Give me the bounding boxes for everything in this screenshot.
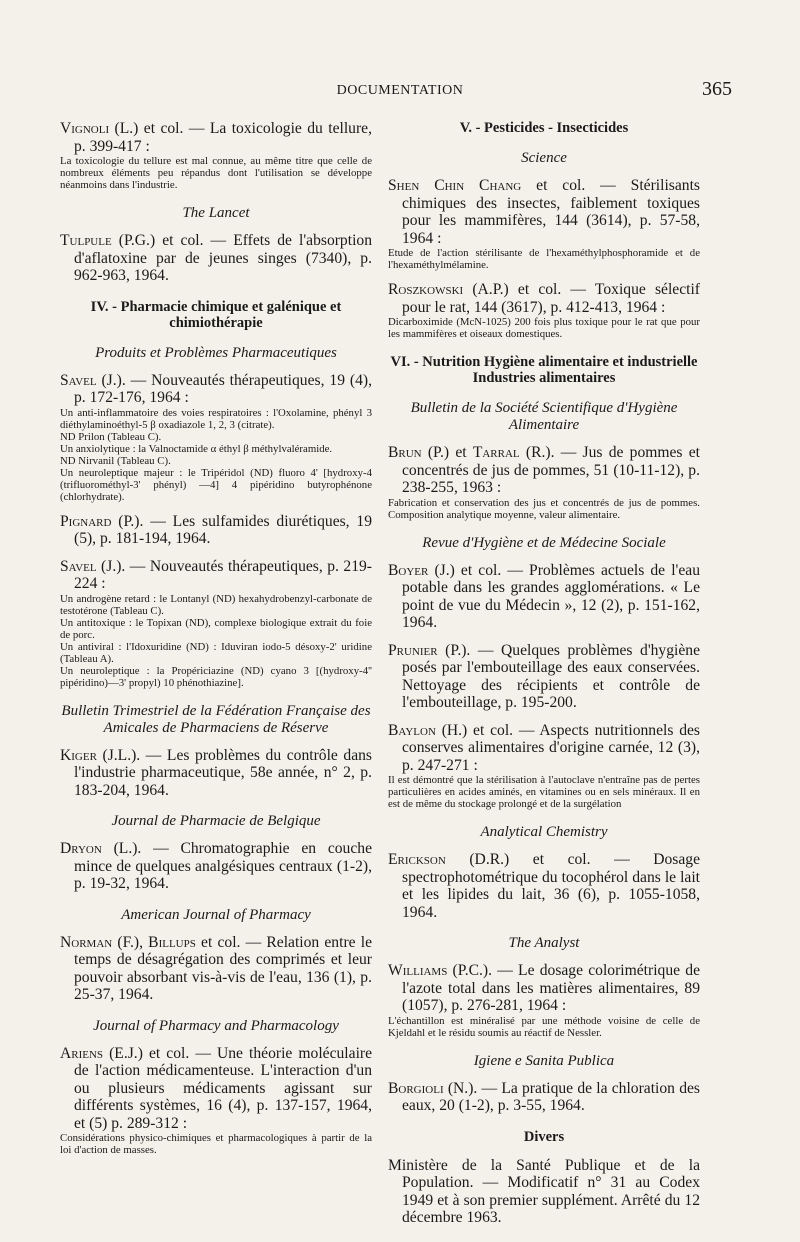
abstract-note: L'échantillon est minéralisé par une méthode voisine de celle de Kjeldahl et le résidu soumis au réactif de Nessler. — [388, 1014, 700, 1039]
reference-entry — [60, 840, 372, 893]
reference-entry — [388, 177, 700, 271]
abstract-note: La toxicologie du tellure est mal connue, au même titre que celle de nombreux éléments peu répandus dont l'utilisation se développe néanmoins dans l'industrie. — [60, 155, 372, 191]
abstract-note: ND Nirvanil (Tableau C). — [60, 454, 171, 467]
reference-entry — [60, 558, 372, 689]
reference-entry — [388, 562, 700, 632]
abstract-note: Fabrication et conservation des jus et concentrés de jus de pommes. Composition analytique moyenne, valeur alimentaire. — [388, 496, 700, 521]
journal-title: Revue d'Hygiène et de Médecine Sociale — [422, 534, 666, 551]
reference-entry — [388, 1157, 700, 1227]
journal-title: The Lancet — [182, 205, 250, 221]
author: Ariens (E.J.) — [60, 1044, 143, 1062]
reference-text: Prunier (P.). — Quelques problèmes d'hygiène posés par l'embouteillage des eaux conservées. Nettoyage des récipients et contrôle de l'embouteillage, p. 195-200. — [388, 641, 700, 711]
journal-title: The Analyst — [508, 935, 580, 951]
author: Baylon (H.) — [388, 721, 468, 739]
author: Vignoli (L.) — [60, 120, 139, 137]
author: Williams (P.C.) — [388, 962, 489, 979]
reference-entry — [60, 120, 372, 191]
author: Pignard (P.) — [60, 512, 140, 530]
right-column — [388, 120, 700, 1237]
reference-text: Erickson (D.R.) et col. — Dosage spectrophotométrique du tocophérol dans le lait et les lipides du lait, 36 (6), p. 1055-1058, 1964. — [388, 851, 700, 921]
author: Savel (J.) — [60, 557, 122, 575]
abstract-note: ND Prilon (Tableau C). — [60, 430, 162, 443]
journal-title: Bulletin Trimestriel de la Fédération Française des Amicales de Pharmaciens de Réserve — [61, 702, 371, 736]
author: Tulpule (P.G.) — [60, 232, 156, 249]
reference-entry — [60, 513, 372, 548]
reference-entry — [388, 722, 700, 811]
abstract-note: Un anti-inflammatoire des voies respiratoires : l'Oxolamine, phényl 3 diéthylaminoéthyl-5 β oxadiazole 1, 2, 3 (citrate). — [60, 406, 372, 431]
abstract-note: Etude de l'action stérilisante de l'hexaméthylphosphoramide et de l'hexaméthylmélamine. — [388, 247, 700, 271]
author: Savel (J.) — [60, 371, 122, 389]
page-header — [60, 80, 740, 102]
reference-text: Williams (P.C.). — Le dosage colorimétrique de l'azote total dans les matières alimentaires, 89 (1057), p. 276-281, 1964 : — [388, 962, 700, 1014]
running-title: DOCUMENTATION — [336, 83, 464, 98]
abstract-note: Dicarboximide (McN-1025) 200 fois plus toxique pour le rat que pour les mammifères et oiseaux domestiques. — [388, 316, 700, 340]
reference-text: Kiger (J.L.). — Les problèmes du contrôle dans l'industrie pharmaceutique, 58e année, n° 2, p. 183-204, 1964. — [60, 746, 372, 799]
reference-entry — [388, 642, 700, 712]
reference-text: Shen Chin Chang et col. — Stérilisants chimiques des insectes, faiblement toxiques pour les mammifères, 144 (3614), p. 57-58, 1964 : — [388, 177, 700, 247]
journal-title: Journal of Pharmacy and Pharmacology — [93, 1017, 339, 1034]
author: Roszkowski (A.P.) — [388, 281, 509, 298]
reference-text: Savel (J.). — Nouveautés thérapeutiques, p. 219-224 : — [60, 557, 373, 592]
reference-text: Tulpule (P.G.) et col. — Effets de l'absorption d'aflatoxine par de jeunes singes (7340), p. 962-963, 1964. — [60, 232, 372, 284]
journal-title: Produits et Problèmes Pharmaceutiques — [95, 344, 337, 361]
abstract-note: Un neuroleptique majeur : le Tripéridol (ND) fluoro 4' [hydroxy-4 (trifluorométhyl-3' phényl) —4] 4 pipéridino butyrophénone (chlorhydrate). — [60, 466, 372, 503]
reference-entry — [388, 444, 700, 521]
author: Prunier (P.) — [388, 641, 467, 659]
reference-entry — [60, 232, 372, 285]
abstract-note: Il est démontré que la stérilisation à l'autoclave n'entraîne pas de pertes particulières en acides aminés, en vitamines ou en sels minéraux. Il en est de même du stockage prolongé et de la surgélation — [388, 774, 700, 810]
reference-entry — [60, 372, 372, 503]
author: Kiger (J.L.) — [60, 746, 137, 764]
journal-title: Bulletin de la Société Scientifique d'Hygiène Alimentaire — [410, 400, 678, 433]
author: Brun (P.) — [388, 444, 450, 461]
reference-text: Ariens (E.J.) et col. — Une théorie moléculaire de l'action médicamenteuse. L'interaction d'un ou plusieurs médicaments agissant sur différents systèmes, 16 (4), p. 137-157, 1964, et (5) p. 289-312 : — [60, 1044, 373, 1132]
reference-text: Roszkowski (A.P.) et col. — Toxique sélectif pour le rat, 144 (3617), p. 412-413, 1964 : — [388, 281, 700, 316]
section-heading: IV. - Pharmacie chimique et galénique et chimiothérapie — [90, 298, 342, 331]
abstract-note: Considérations physico-chimiques et pharmacologiques à partir de la loi d'action de masses. — [60, 1132, 372, 1156]
reference-entry — [388, 962, 700, 1039]
reference-text: Borgioli (N.). — La pratique de la chloration des eaux, 20 (1-2), p. 3-55, 1964. — [388, 1079, 700, 1114]
reference-entry — [60, 1045, 372, 1157]
author: Tarral (R.) — [472, 444, 551, 461]
section-heading: Divers — [523, 1128, 565, 1145]
journal-title: Journal de Pharmacie de Belgique — [111, 813, 321, 829]
reference-entry — [60, 934, 372, 1004]
reference-text: Vignoli (L.) et col. — La toxicologie du tellure, p. 399-417 : — [60, 120, 372, 155]
reference-text: Boyer (J.) et col. — Problèmes actuels de l'eau potable dans les grandes agglomérations. « Le point de vue du Médecin », 12 (2), p. 151-162, 1964. — [388, 561, 700, 631]
author: Dryon (L.) — [60, 840, 138, 857]
author: Erickson (D.R.) — [388, 851, 510, 868]
journal-title: American Journal of Pharmacy — [121, 906, 311, 923]
abstract-note: Un antitoxique : le Topixan (ND), complexe biologique extrait du foie de porc. — [60, 616, 372, 641]
abstract-note: Un neuroleptique : la Propériciazine (ND) cyano 3 [(hydroxy-4'' pipéridino)—3' propyl) 10 phénothiazine]. — [60, 664, 372, 689]
abstract-note: Un anxiolytique : la Valnoctamide α éthyl β méthylvaléramide. — [60, 442, 333, 455]
abstract-note: Un antiviral : l'Idoxuridine (ND) : Iduviran iodo-5 désoxy-2' uridine (Tableau A). — [60, 640, 372, 665]
abstract-note: Un androgène retard : le Lontanyl (ND) hexahydrobenzyl-carbonate de testotérone (Tableau C). — [60, 592, 372, 617]
section-heading: VI. - Nutrition Hygiène alimentaire et industrielle Industries alimentaires — [390, 354, 698, 386]
author: Boyer (J.) — [388, 561, 455, 579]
reference-text: Norman (F.), Billups et col. — Relation entre le temps de désagrégation des comprimés et leur pouvoir absorbant vis-à-vis de l'eau, 136 (1), p. 25-37, 1964. — [60, 933, 372, 1003]
reference-text: Dryon (L.). — Chromatographie en couche mince de quelques analgésiques centraux (1-2), p. 19-32, 1964. — [60, 840, 372, 892]
reference-text: Pignard (P.). — Les sulfamides diurétiques, 19 (5), p. 181-194, 1964. — [60, 512, 373, 547]
reference-entry — [60, 747, 372, 800]
journal-title: Science — [521, 150, 567, 166]
page-number: 365 — [702, 78, 732, 100]
left-column — [60, 120, 372, 1166]
journal-title: Igiene e Sanita Publica — [473, 1052, 615, 1069]
section-heading: V. - Pesticides - Insecticides — [459, 120, 629, 136]
reference-entry — [388, 281, 700, 340]
reference-entry — [388, 851, 700, 921]
reference-entry — [388, 1080, 700, 1115]
journal-title: Analytical Chemistry — [480, 824, 608, 840]
reference-text: Baylon (H.) et col. — Aspects nutritionnels des conserves alimentaires d'origine carnée, 12 (3), p. 247-271 : — [388, 721, 700, 774]
author: Norman (F.), Billups — [60, 933, 196, 951]
author: Borgioli (N.) — [388, 1079, 474, 1097]
reference-text: Brun (P.) et Tarral (R.). — Jus de pommes et concentrés de jus de pommes, 51 (10-11-12), p. 238-255, 1963 : — [388, 444, 700, 496]
author: Shen Chin Chang — [388, 177, 522, 194]
reference-text: Ministère de la Santé Publique et de la Population. — Modificatif n° 31 au Codex 1949 et à son premier supplément. Arrêté du 12 décembre 1963. — [388, 1156, 700, 1226]
reference-text: Savel (J.). — Nouveautés thérapeutiques, 19 (4), p. 172-176, 1964 : — [60, 371, 372, 406]
